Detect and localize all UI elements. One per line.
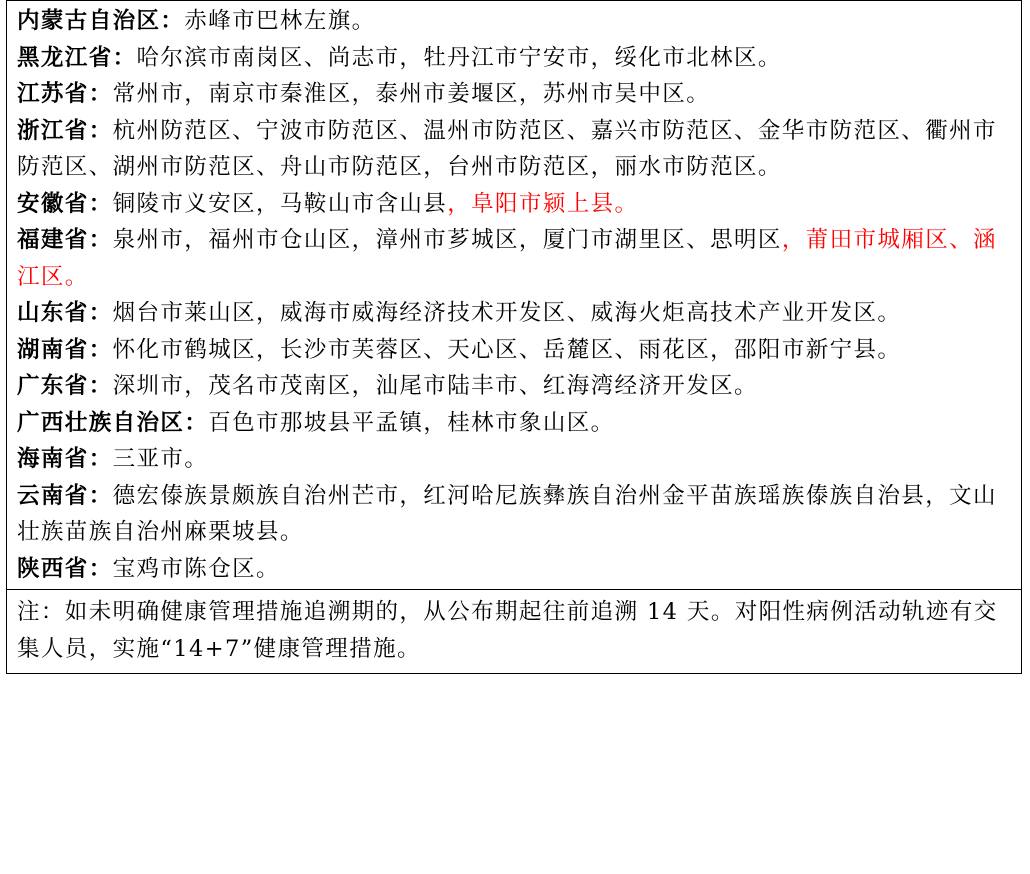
province-colon: ：: [88, 227, 113, 253]
entry-guangdong: [17, 368, 1013, 405]
area-text: 铜陵市义安区，马鞍山市含山县: [112, 190, 448, 217]
entry-zhejiang: [17, 113, 1013, 186]
province-label: 湖南省: [17, 336, 89, 363]
area-text: 深圳市，茂名市茂南区，汕尾市陆丰市、红海湾经济开发区。: [112, 373, 758, 399]
province-label: 山东省: [17, 300, 89, 326]
province-label: 福建省: [17, 227, 89, 253]
area-text: 三亚市。: [112, 446, 209, 472]
province-label: 广东省: [17, 373, 89, 399]
province-colon: ：: [88, 373, 113, 399]
entry-hainan: [17, 441, 1013, 478]
entry-shaanxi: [17, 551, 1013, 588]
note-cell: [7, 590, 1021, 673]
province-label: 云南省: [17, 482, 89, 509]
province-colon: ：: [88, 117, 113, 144]
province-label: 江苏省: [17, 81, 89, 107]
entry-hunan: [17, 332, 1013, 369]
area-text: 哈尔滨市南岗区、尚志市，牡丹江市宁安市，绥化市北林区。: [136, 44, 782, 71]
province-colon: ：: [184, 409, 209, 436]
entry-inner-mongolia: [17, 3, 1013, 40]
entry-yunnan: [17, 478, 1013, 551]
area-text-highlight: ，莆田市城厢区、涵江区。: [17, 227, 997, 290]
entry-jiangsu: [17, 76, 1013, 113]
province-colon: ：: [160, 8, 185, 34]
area-list-cell: [7, 1, 1021, 590]
entry-guangxi: [17, 405, 1013, 442]
province-colon: ：: [88, 190, 113, 217]
area-text: 怀化市鹤城区，长沙市芙蓉区、天心区、岳麓区、雨花区，邵阳市新宁县。: [112, 336, 902, 363]
area-text: 泉州市，福州市仓山区，漳州市芗城区，厦门市湖里区、思明区: [112, 227, 782, 253]
province-label: 安徽省: [17, 190, 89, 217]
province-label: 黑龙江省: [17, 44, 113, 71]
area-text: 宝鸡市陈仓区。: [112, 555, 280, 582]
entry-heilongjiang: [17, 40, 1013, 77]
note-text: 注：如未明确健康管理措施追溯期的，从公布期起往前追溯 14 天。对阳性病例活动轨迹有交集人员，实施“14+7”健康管理措施。: [17, 599, 998, 662]
area-text: 百色市那坡县平孟镇，桂林市象山区。: [208, 409, 615, 436]
province-colon: ：: [88, 336, 113, 363]
area-text: 杭州防范区、宁波市防范区、温州市防范区、嘉兴市防范区、金华市防范区、衢州市防范区、湖州市防范区、舟山市防范区，台州市防范区，丽水市防范区。: [17, 117, 997, 180]
area-text: 常州市，南京市秦淮区，泰州市姜堰区，苏州市吴中区。: [112, 81, 711, 107]
province-label: 海南省: [17, 446, 89, 472]
area-list-table: [6, 0, 1022, 674]
area-text: 烟台市莱山区，威海市威海经济技术开发区、威海火炬高技术产业开发区。: [112, 300, 902, 326]
province-colon: ：: [112, 44, 137, 71]
entry-fujian: [17, 222, 1013, 295]
entry-anhui: [17, 186, 1013, 223]
province-label: 广西壮族自治区: [17, 409, 185, 436]
province-colon: ：: [88, 300, 113, 326]
province-label: 内蒙古自治区: [17, 8, 161, 34]
province-colon: ：: [88, 482, 113, 509]
province-label: 陕西省: [17, 555, 89, 582]
entry-shandong: [17, 295, 1013, 332]
province-label: 浙江省: [17, 117, 89, 144]
province-colon: ：: [88, 81, 113, 107]
province-colon: ：: [88, 446, 113, 472]
area-text: 赤峰市巴林左旗。: [184, 8, 376, 34]
province-colon: ：: [88, 555, 113, 582]
area-text-highlight: ，阜阳市颍上县。: [447, 190, 639, 217]
area-text: 德宏傣族景颇族自治州芒市，红河哈尼族彝族自治州金平苗族瑶族傣族自治县，文山壮族苗族自治州麻栗坡县。: [17, 482, 997, 545]
